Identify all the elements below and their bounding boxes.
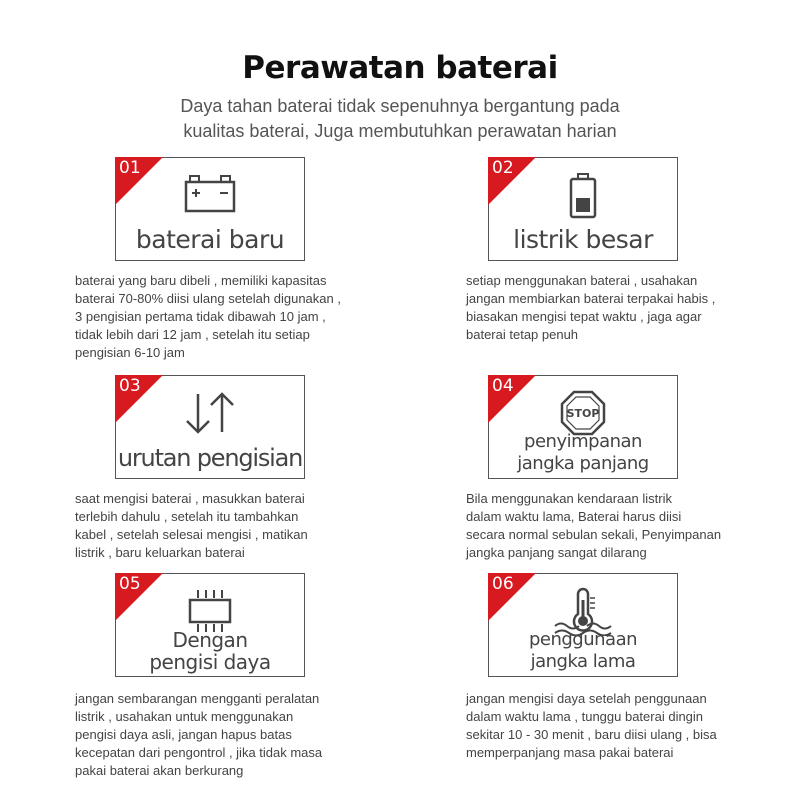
badge-number: 03 — [119, 376, 141, 396]
battery-full-icon — [568, 172, 598, 225]
desc-line: Bila menggunakan kendaraan listrik — [466, 491, 672, 506]
card-listrik-besar — [488, 157, 678, 261]
description-penggunaan-jangka-lama — [466, 690, 756, 762]
desc-line: jangan sembarangan mengganti peralatan — [75, 691, 320, 706]
card-label-line-2: pengisi daya — [149, 650, 271, 674]
desc-line: tidak lebih dari 12 jam , setelah itu setiap — [75, 327, 310, 342]
badge-number: 01 — [119, 158, 141, 178]
card-label-line-1: Dengan — [172, 628, 248, 652]
desc-line: pengisi daya asli, jangan hapus batas — [75, 727, 292, 742]
card-urutan-pengisian — [115, 375, 305, 479]
card-label — [116, 629, 304, 673]
card-label-line-1: penyimpanan — [524, 431, 642, 452]
description-listrik-besar — [466, 272, 756, 344]
arrows-up-down-icon — [182, 390, 238, 441]
card-label-line-1: penggunaan — [528, 629, 638, 650]
stop-sign-text: STOP — [566, 407, 600, 420]
desc-line: baterai tetap penuh — [466, 327, 579, 342]
desc-line: 3 pengisian pertama tidak dibawah 10 jam , — [75, 309, 326, 324]
desc-line: listrik , baru keluarkan baterai — [75, 545, 245, 560]
card-label: urutan pengisian — [117, 444, 303, 472]
desc-line: biasakan mengisi tepat waktu , jaga agar — [466, 309, 702, 324]
badge-number: 05 — [119, 574, 141, 594]
desc-line: jangan membiarkan baterai terpakai habis , — [466, 291, 716, 306]
desc-line: jangka panjang sangat dilarang — [466, 545, 647, 560]
desc-line: kabel , setelah selesai mengisi , matikan — [75, 527, 308, 542]
description-baterai-baru — [75, 272, 365, 362]
description-urutan-pengisian — [75, 490, 365, 562]
desc-line: sekitar 10 - 30 menit , baru diisi ulang , bisa — [466, 727, 717, 742]
battery-icon — [184, 174, 236, 219]
subtitle-line-1: Daya tahan baterai tidak sepenuhnya bergantung pada — [180, 96, 620, 116]
card-penyimpanan-jangka-panjang — [488, 375, 678, 479]
desc-line: pakai baterai akan berkurang — [75, 763, 244, 778]
page-subtitle — [150, 94, 650, 144]
desc-line: secara normal sebulan sekali, Penyimpanan — [466, 527, 722, 542]
desc-line: terlebih dahulu , setelah itu tambahkan — [75, 509, 299, 524]
desc-line: kecepatan dari pengontrol , jika tidak masa — [75, 745, 323, 760]
desc-line: dalam waktu lama , tunggu baterai dingin — [466, 709, 704, 724]
card-label — [489, 629, 677, 673]
page-title: Perawatan baterai — [242, 50, 558, 86]
description-pengisi-daya — [75, 690, 365, 780]
card-label-line-2: jangka panjang — [517, 453, 649, 474]
badge-number: 04 — [492, 376, 514, 396]
card-label: baterai baru — [135, 225, 285, 254]
card-label — [489, 431, 677, 475]
desc-line: memperpanjang masa pakai baterai — [466, 745, 674, 760]
desc-line: jangan mengisi daya setelah penggunaan — [466, 691, 707, 706]
badge-number: 02 — [492, 158, 514, 178]
desc-line: pengisian 6-10 jam — [75, 345, 185, 360]
badge-number: 06 — [492, 574, 514, 594]
desc-line: baterai yang baru dibeli , memiliki kapasitas — [75, 273, 327, 288]
description-penyimpanan — [466, 490, 756, 562]
desc-line: baterai 70-80% diisi ulang setelah digunakan , — [75, 291, 341, 306]
desc-line: saat mengisi baterai , masukkan baterai — [75, 491, 305, 506]
desc-line: setiap menggunakan baterai , usahakan — [466, 273, 698, 288]
card-label: listrik besar — [513, 225, 653, 254]
card-penggunaan-jangka-lama — [488, 573, 678, 677]
desc-line: listrik , usahakan untuk menggunakan — [75, 709, 294, 724]
subtitle-line-2: kualitas baterai, Juga membutuhkan perawatan harian — [183, 121, 617, 141]
desc-line: dalam waktu lama, Baterai harus diisi — [466, 509, 682, 524]
card-dengan-pengisi-daya — [115, 573, 305, 677]
card-baterai-baru — [115, 157, 305, 261]
card-label-line-2: jangka lama — [530, 651, 636, 672]
